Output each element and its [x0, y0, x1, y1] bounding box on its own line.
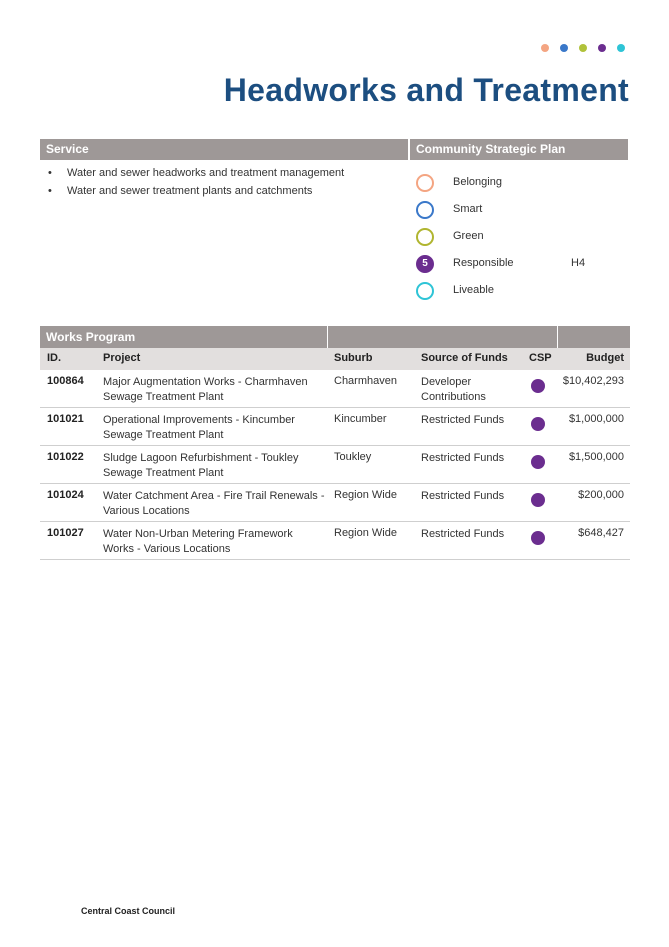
col-csp: CSP	[529, 352, 552, 364]
csp-ring-icon: 5	[416, 255, 434, 273]
csp-item	[416, 254, 628, 281]
brand-dot	[560, 44, 568, 52]
csp-item	[416, 200, 628, 227]
suburb: Toukley	[334, 451, 372, 463]
csp-label: Green	[453, 230, 484, 242]
col-suburb: Suburb	[334, 352, 373, 364]
suburb: Region Wide	[334, 527, 397, 539]
suburb: Region Wide	[334, 489, 397, 501]
works-table	[40, 370, 630, 560]
csp-item	[416, 173, 628, 200]
csp-dot-icon	[531, 531, 545, 545]
footer-org: Central Coast Council	[81, 906, 176, 916]
brand-dot	[617, 44, 625, 52]
brand-dot	[579, 44, 587, 52]
service-header: Service	[40, 139, 408, 160]
header-divider	[327, 326, 328, 348]
project-name: Water Non-Urban Metering Framework Works - Various Locations	[103, 528, 293, 555]
project-id: 100864	[47, 375, 84, 387]
brand-dots	[541, 44, 625, 52]
csp-label: Liveable	[453, 284, 494, 296]
funding-source: Restricted Funds	[421, 528, 505, 540]
brand-dot	[598, 44, 606, 52]
table-row	[40, 408, 630, 446]
csp-item	[416, 227, 628, 254]
service-item: • Water and sewer headworks and treatment management	[46, 164, 344, 182]
header-divider	[557, 326, 558, 348]
col-source: Source of Funds	[421, 352, 508, 364]
csp-dot-icon	[531, 493, 545, 507]
service-list	[46, 164, 344, 200]
project-id: 101021	[47, 413, 84, 425]
table-row	[40, 522, 630, 560]
funding-source: Restricted Funds	[421, 490, 505, 502]
budget: $1,000,000	[568, 413, 624, 425]
suburb: Charmhaven	[334, 375, 397, 387]
csp-ring-icon	[416, 174, 434, 192]
project-name: Operational Improvements - Kincumber Sewage Treatment Plant	[103, 414, 295, 441]
csp-ring-icon	[416, 201, 434, 219]
project-id: 101022	[47, 451, 84, 463]
csp-dot-icon	[531, 379, 545, 393]
table-row	[40, 484, 630, 522]
budget: $200,000	[578, 489, 624, 501]
page-title: Headworks and Treatment	[223, 72, 629, 108]
service-item: • Water and sewer treatment plants and catchments	[46, 182, 344, 200]
budget: $10,402,293	[562, 375, 624, 387]
col-id: ID.	[47, 352, 62, 364]
csp-code: H4	[571, 257, 586, 269]
csp-label: Responsible	[453, 257, 514, 269]
funding-source: Restricted Funds	[421, 414, 505, 426]
csp-dot-icon	[531, 417, 545, 431]
budget: $1,500,000	[568, 451, 624, 463]
project-id: 101024	[47, 489, 84, 501]
suburb: Kincumber	[334, 413, 387, 425]
csp-ring-icon	[416, 228, 434, 246]
funding-source: Developer Contributions	[421, 376, 486, 403]
csp-label: Smart	[453, 203, 483, 215]
col-budget: Budget	[586, 352, 624, 364]
brand-dot	[541, 44, 549, 52]
budget: $648,427	[578, 527, 624, 539]
funding-source: Restricted Funds	[421, 452, 505, 464]
table-row	[40, 370, 630, 408]
works-program-title: Works Program	[46, 330, 136, 344]
csp-ring-icon	[416, 282, 434, 300]
table-row	[40, 446, 630, 484]
project-name: Water Catchment Area - Fire Trail Renewals - Various Locations	[103, 490, 325, 517]
csp-label: Belonging	[453, 176, 502, 188]
column-headers	[40, 348, 630, 370]
col-project: Project	[103, 352, 141, 364]
csp-dot-icon	[531, 455, 545, 469]
project-name: Major Augmentation Works - Charmhaven Sewage Treatment Plant	[103, 376, 308, 403]
csp-item	[416, 281, 628, 308]
works-program-header	[40, 326, 630, 348]
project-id: 101027	[47, 527, 84, 539]
project-name: Sludge Lagoon Refurbishment - Toukley Sewage Treatment Plant	[103, 452, 299, 479]
csp-header: Community Strategic Plan	[410, 139, 628, 160]
csp-list	[416, 173, 628, 308]
